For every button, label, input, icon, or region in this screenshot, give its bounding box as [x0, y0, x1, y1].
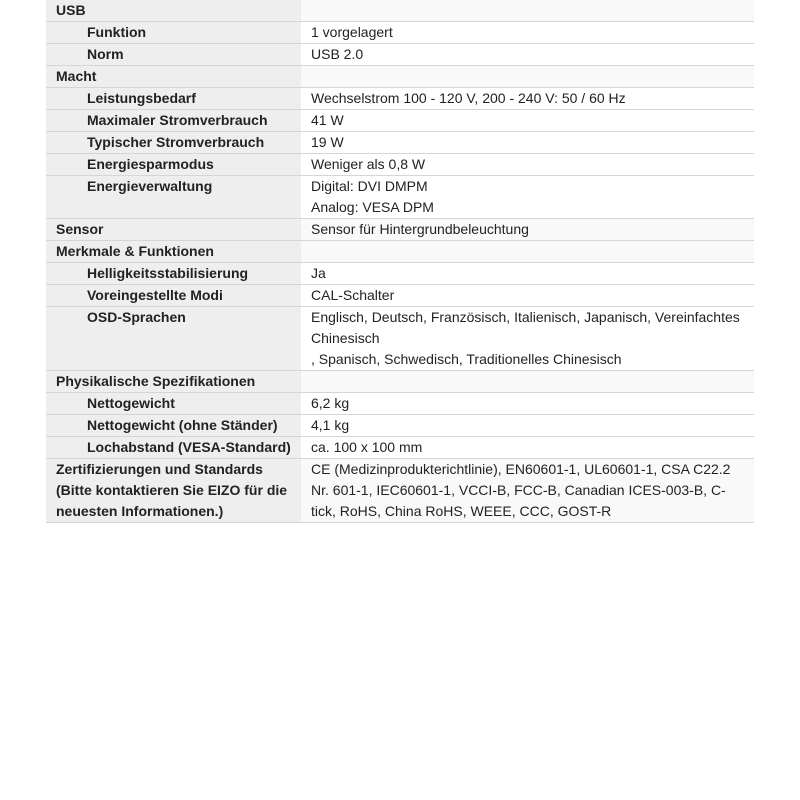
spec-label: Voreingestellte Modi — [46, 285, 301, 307]
spec-value: Wechselstrom 100 - 120 V, 200 - 240 V: 50 / 60 Hz — [301, 88, 754, 110]
spec-label: Lochabstand (VESA-Standard) — [46, 437, 301, 459]
spec-row — [46, 88, 754, 110]
spec-value: 41 W — [301, 110, 754, 132]
spec-value: ca. 100 x 100 mm — [301, 437, 754, 459]
spec-row — [46, 285, 754, 307]
spec-label: Norm — [46, 44, 301, 66]
spec-value: 19 W — [301, 132, 754, 154]
section-label: Physikalische Spezifikationen — [46, 371, 301, 393]
spec-value: 6,2 kg — [301, 393, 754, 415]
spec-row — [46, 110, 754, 132]
section-row — [46, 459, 754, 523]
spec-value: 4,1 kg — [301, 415, 754, 437]
spec-value: 1 vorgelagert — [301, 22, 754, 44]
spec-value — [301, 0, 754, 22]
spec-value: Weniger als 0,8 W — [301, 154, 754, 176]
spec-value — [301, 66, 754, 88]
spec-value: Englisch, Deutsch, Französisch, Italienisch, Japanisch, Vereinfachtes Chinesisch , Spanisch, Schwedisch, Traditionelles Chinesisch — [301, 307, 754, 371]
spec-label: Energieverwaltung — [46, 176, 301, 219]
section-row — [46, 371, 754, 393]
spec-label: Leistungsbedarf — [46, 88, 301, 110]
spec-value: Sensor für Hintergrundbeleuchtung — [301, 219, 754, 241]
spec-label: Maximaler Stromverbrauch — [46, 110, 301, 132]
spec-row — [46, 393, 754, 415]
spec-row — [46, 132, 754, 154]
spec-row — [46, 44, 754, 66]
spec-table-body — [46, 0, 754, 523]
section-row — [46, 0, 754, 22]
spec-value: USB 2.0 — [301, 44, 754, 66]
spec-label: Helligkeitsstabilisierung — [46, 263, 301, 285]
spec-label: Typischer Stromverbrauch — [46, 132, 301, 154]
spec-row — [46, 22, 754, 44]
section-label: Merkmale & Funktionen — [46, 241, 301, 263]
spec-value: CE (Medizinprodukterichtlinie), EN60601-1, UL60601-1, CSA C22.2 Nr. 601-1, IEC60601-1, VCCI-B, FCC-B, Canadian ICES-003-B, C-tick, RoHS, China RoHS, WEEE, CCC, GOST-R — [301, 459, 754, 523]
spec-value — [301, 241, 754, 263]
section-row — [46, 241, 754, 263]
spec-row — [46, 437, 754, 459]
spec-table — [46, 0, 754, 523]
spec-label: Funktion — [46, 22, 301, 44]
section-label: Macht — [46, 66, 301, 88]
spec-value: CAL-Schalter — [301, 285, 754, 307]
section-row — [46, 66, 754, 88]
spec-label: OSD-Sprachen — [46, 307, 301, 371]
spec-value: Ja — [301, 263, 754, 285]
spec-row — [46, 307, 754, 371]
spec-row — [46, 154, 754, 176]
section-row — [46, 219, 754, 241]
spec-value — [301, 371, 754, 393]
spec-row — [46, 176, 754, 219]
spec-label: Nettogewicht — [46, 393, 301, 415]
section-label: Sensor — [46, 219, 301, 241]
spec-label: Nettogewicht (ohne Ständer) — [46, 415, 301, 437]
spec-value: Digital: DVI DMPM Analog: VESA DPM — [301, 176, 754, 219]
spec-label: Energiesparmodus — [46, 154, 301, 176]
section-label: USB — [46, 0, 301, 22]
section-label: Zertifizierungen und Standards (Bitte kontaktieren Sie EIZO für die neuesten Informationen.) — [46, 459, 301, 523]
spec-row — [46, 263, 754, 285]
spec-row — [46, 415, 754, 437]
